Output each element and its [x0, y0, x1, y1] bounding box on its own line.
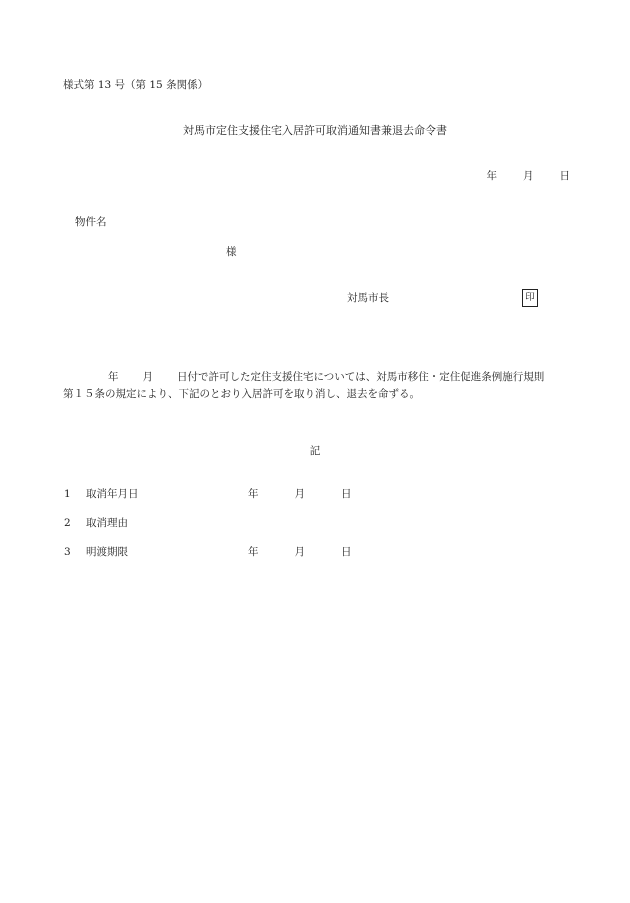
body-line-1-text: 日付で許可した定住支援住宅については、対馬市移住・定住促進条例施行規則: [177, 371, 545, 383]
seal-mark: 印: [522, 289, 538, 307]
item-number: 1: [64, 488, 71, 500]
item-number: 2: [64, 517, 71, 529]
ki-heading: 記: [309, 445, 321, 457]
issue-date: [487, 171, 571, 182]
item-day: 日: [341, 546, 352, 558]
recipient-honorific: 様: [226, 246, 237, 258]
item-number: 3: [64, 546, 71, 558]
item-year: 年: [248, 488, 259, 500]
list-item: [64, 518, 248, 529]
item-year: 年: [248, 546, 259, 558]
body-line-2: 第１５条の規定により、下記のとおり入居許可を取り消し、退去を命ずる。: [63, 388, 420, 400]
document-title: 対馬市定住支援住宅入居許可取消通知書兼退去命令書: [183, 124, 447, 137]
item-month: 月: [294, 546, 305, 558]
form-number: 様式第 13 号（第 15 条関係）: [63, 79, 209, 91]
item-day: 日: [341, 488, 352, 500]
item-label: 取消理由: [86, 517, 128, 529]
issue-date-day: 日: [559, 170, 570, 182]
list-item: [64, 547, 352, 558]
sender-name: 対馬市長: [347, 292, 389, 304]
item-label: 明渡期限: [86, 546, 128, 558]
list-item: [64, 489, 352, 500]
body-line-1: [63, 369, 588, 386]
issue-date-year: 年: [486, 170, 497, 182]
item-label: 取消年月日: [86, 488, 139, 500]
item-month: 月: [294, 488, 305, 500]
body-month: 月: [142, 371, 153, 383]
body-year: 年: [108, 371, 119, 383]
property-name-label: 物件名: [75, 216, 107, 228]
issue-date-month: 月: [523, 170, 534, 182]
body-paragraph: [63, 369, 588, 403]
